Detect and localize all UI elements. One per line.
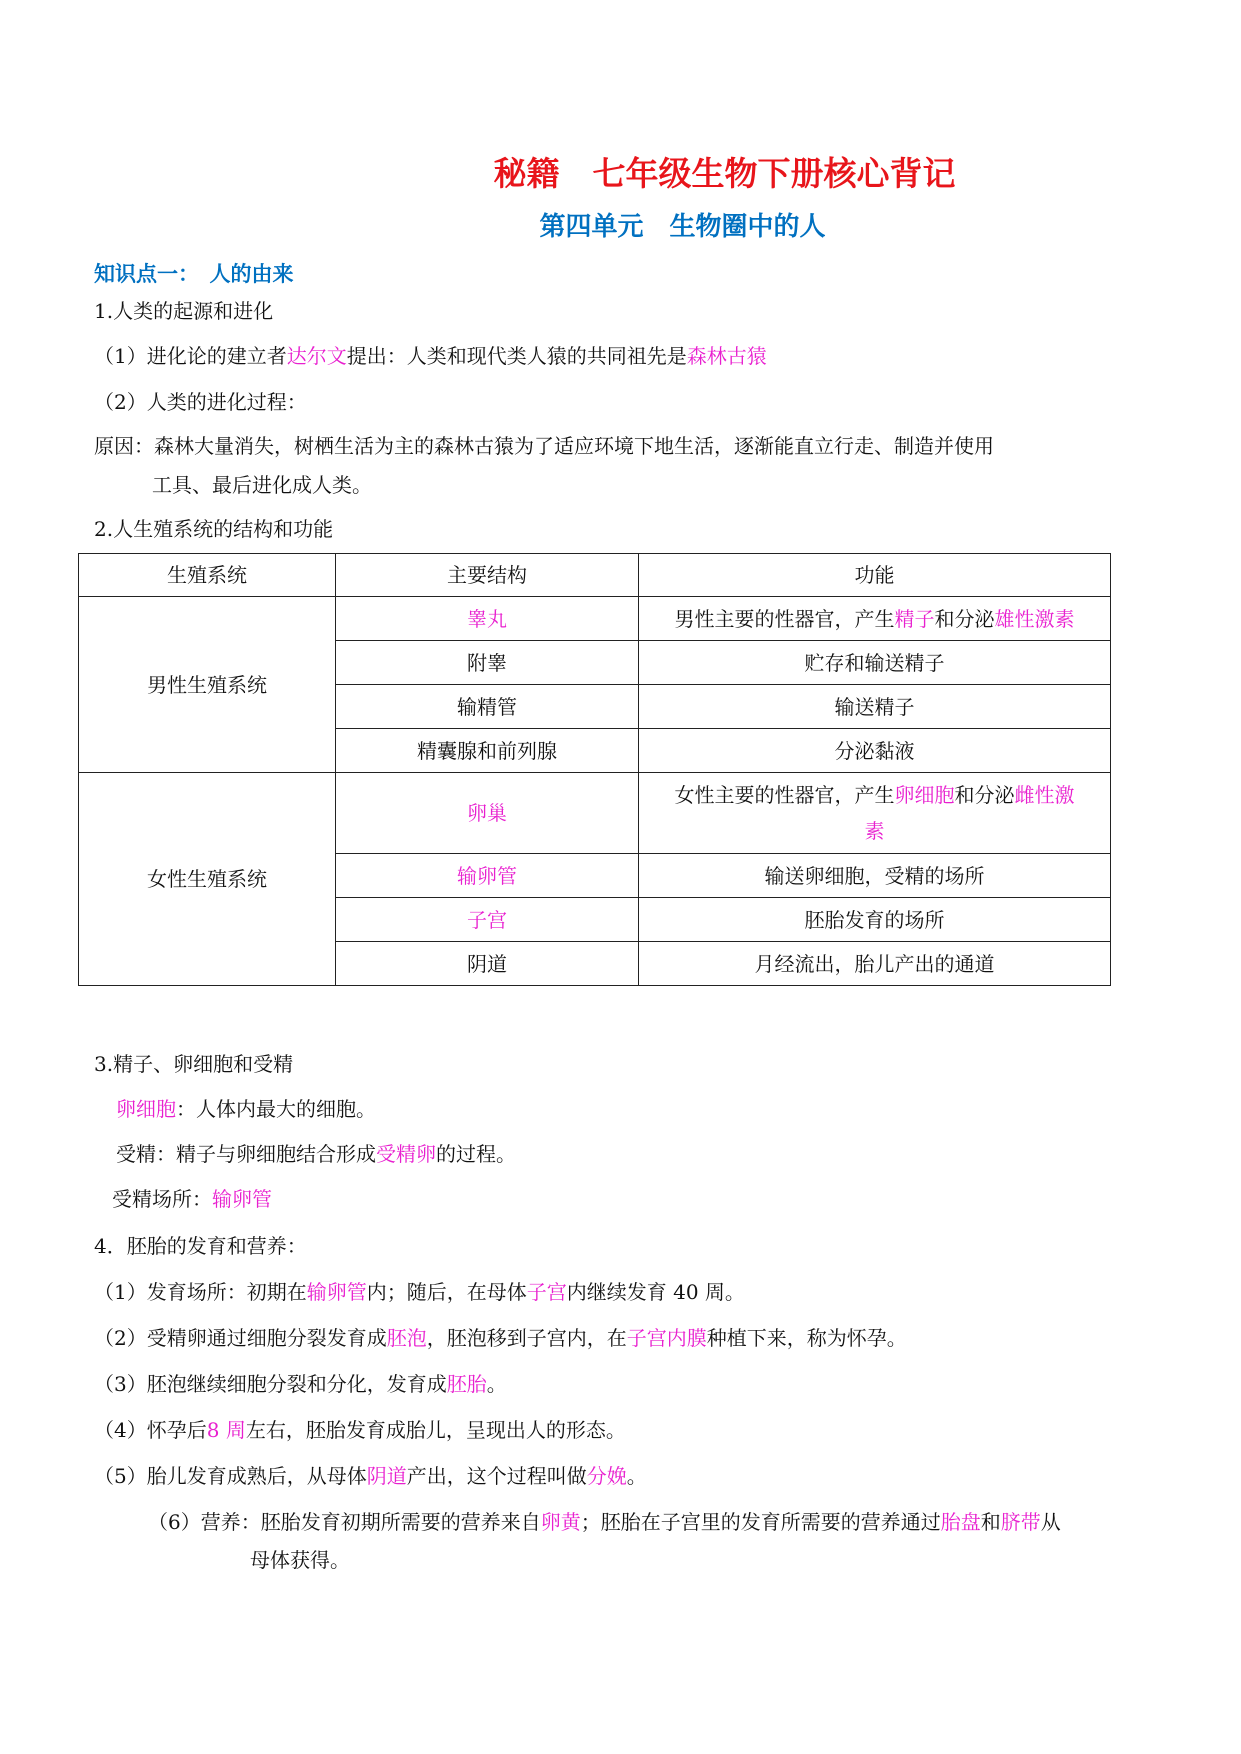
section4-p6-cont: 母体获得。 — [250, 1548, 350, 1572]
page-title: 秘籍 七年级生物下册核心背记 — [493, 154, 956, 193]
highlight-term: 达尔文 — [286, 344, 347, 368]
section4-p1: （1）发育场所：初期在输卵管内；随后，在母体子宫内继续发育 40 周。 — [94, 1280, 745, 1304]
function-cell: 输送卵细胞，受精的场所 — [639, 854, 1111, 898]
structure-cell: 阴道 — [336, 942, 639, 986]
section4-p6: （6）营养：胚胎发育初期所需要的营养来自卵黄；胚胎在子宫里的发育所需要的营养通过胎盘和脐带从 — [148, 1510, 1061, 1534]
reproductive-system-table — [78, 553, 1111, 986]
highlight-term: 输卵管 — [212, 1187, 272, 1211]
table-header: 主要结构 — [336, 554, 639, 597]
function-cell: 女性主要的性器官，产生卵细胞和分泌雌性激 素 — [639, 773, 1111, 854]
male-system-cell: 男性生殖系统 — [79, 597, 336, 773]
section4-p2: （2）受精卵通过细胞分裂发育成胚泡，胚泡移到子宫内，在子宫内膜种植下来，称为怀孕。 — [94, 1326, 907, 1350]
structure-cell: 输精管 — [336, 685, 639, 729]
table-row — [79, 773, 1111, 854]
unit-subtitle: 第四单元 生物圈中的人 — [539, 212, 826, 242]
structure-cell: 输卵管 — [336, 854, 639, 898]
table-header-row — [79, 554, 1111, 597]
knowledge-point-heading: 知识点一： 人的由来 — [94, 262, 294, 286]
section1-item2: （2）人类的进化过程： — [94, 390, 307, 414]
section4-p4: （4）怀孕后8 周左右，胚胎发育成胎儿，呈现出人的形态。 — [94, 1418, 626, 1442]
highlight-term: 卵细胞 — [116, 1097, 176, 1121]
section3-heading: 3.精子、卵细胞和受精 — [94, 1052, 294, 1076]
section1-reason-line1: 原因：森林大量消失，树栖生活为主的森林古猿为了适应环境下地生活，逐渐能直立行走、制造并使用 — [94, 434, 994, 458]
section4-p3: （3）胚泡继续细胞分裂和分化，发育成胚胎。 — [94, 1372, 507, 1396]
section1-reason-line2: 工具、最后进化成人类。 — [152, 473, 372, 497]
section3-fertilization-place: 受精场所：输卵管 — [112, 1187, 272, 1211]
female-system-cell: 女性生殖系统 — [79, 773, 336, 986]
function-cell: 男性主要的性器官，产生精子和分泌雄性激素 — [639, 597, 1111, 641]
table-header: 生殖系统 — [79, 554, 336, 597]
structure-cell: 精囊腺和前列腺 — [336, 729, 639, 773]
function-cell: 分泌黏液 — [639, 729, 1111, 773]
function-cell: 胚胎发育的场所 — [639, 898, 1111, 942]
section1-heading: 1.人类的起源和进化 — [94, 299, 274, 323]
table-row — [79, 597, 1111, 641]
function-cell: 输送精子 — [639, 685, 1111, 729]
structure-cell: 卵巢 — [336, 773, 639, 854]
highlight-term: 受精卵 — [376, 1142, 436, 1166]
structure-cell: 睾丸 — [336, 597, 639, 641]
structure-cell: 附睾 — [336, 641, 639, 685]
section1-item1: （1）进化论的建立者达尔文提出：人类和现代类人猿的共同祖先是森林古猿 — [94, 344, 767, 368]
structure-cell: 子宫 — [336, 898, 639, 942]
section2-heading: 2.人生殖系统的结构和功能 — [94, 517, 334, 541]
section3-fertilization: 受精：精子与卵细胞结合形成受精卵的过程。 — [116, 1142, 516, 1166]
section4-heading: 4．胚胎的发育和营养： — [94, 1234, 307, 1258]
function-cell: 贮存和输送精子 — [639, 641, 1111, 685]
highlight-term: 森林古猿 — [686, 344, 767, 368]
table-header: 功能 — [639, 554, 1111, 597]
function-cell: 月经流出，胎儿产出的通道 — [639, 942, 1111, 986]
section3-egg: 卵细胞：人体内最大的细胞。 — [116, 1097, 376, 1121]
section4-p5: （5）胎儿发育成熟后，从母体阴道产出，这个过程叫做分娩。 — [94, 1464, 647, 1488]
